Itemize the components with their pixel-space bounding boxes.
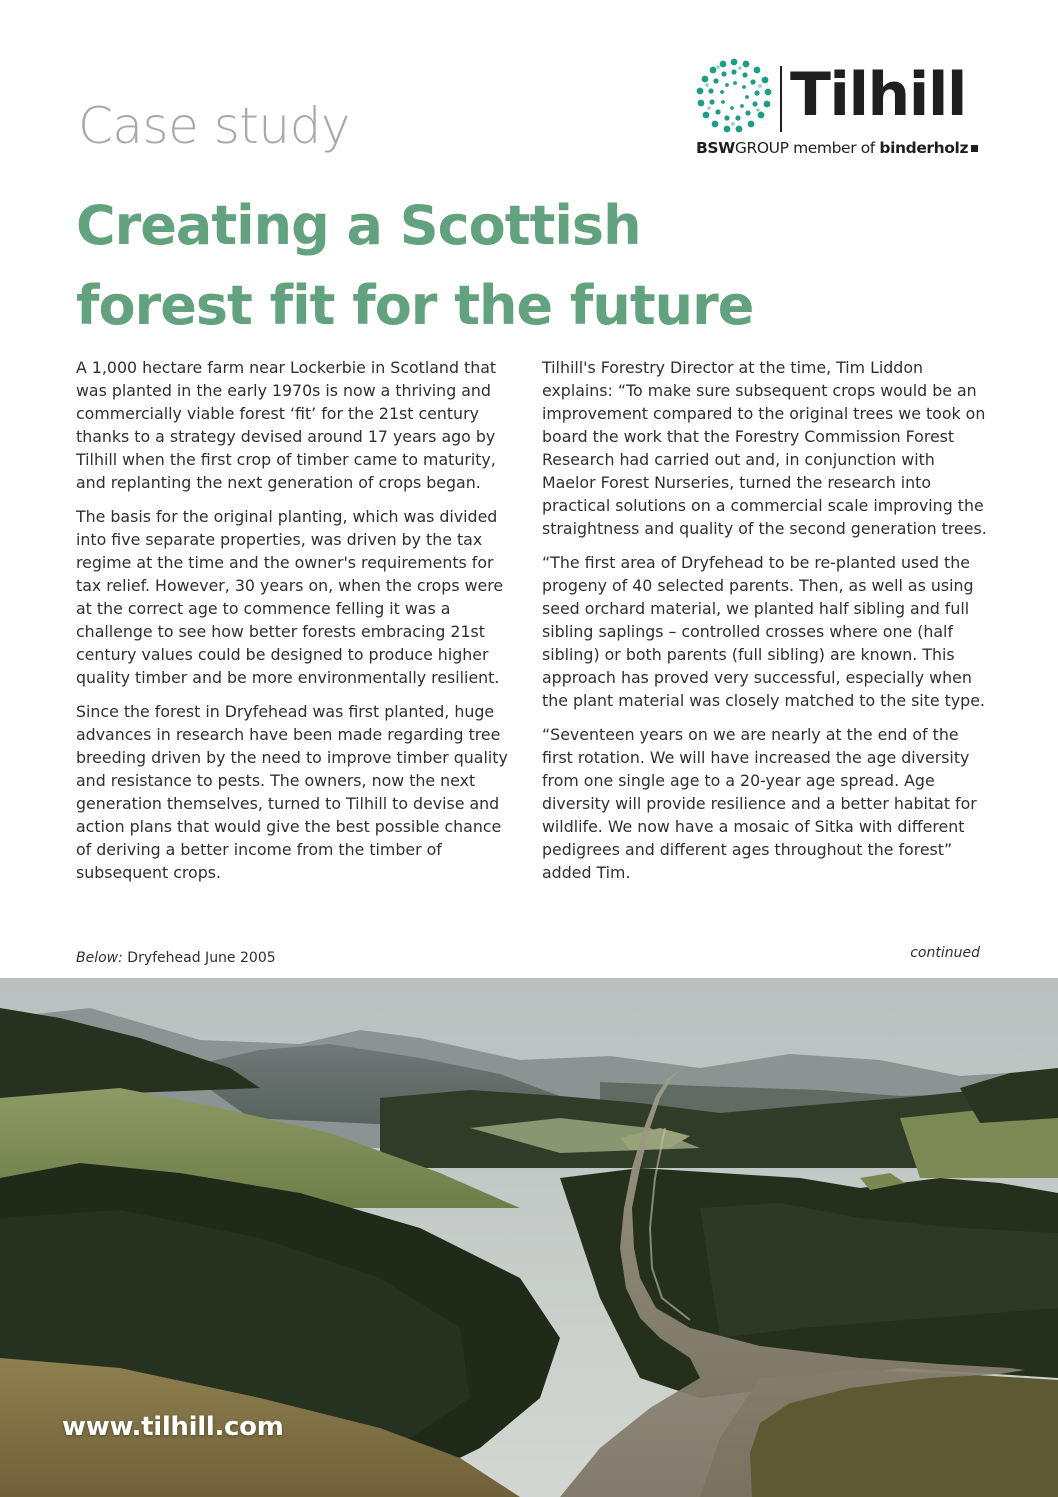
group-label: GROUP — [734, 139, 789, 157]
binderholz-label: binderholz — [879, 139, 969, 157]
bsw-label: BSW — [696, 139, 735, 157]
group-membership-line — [696, 138, 978, 158]
left-paragraph-3: Since the forest in Dryfehead was first planted, huge advances in research have been made regarding tree breeding driven by the need to improve timber quality and resistance to pests. The owners, now the next generation themselves, turned to Tilhill to devise and action plans that would give the best possible chance of deriving a better income from the timber of subsequent crops. — [76, 702, 508, 882]
photo-caption — [76, 948, 276, 968]
right-paragraph-1: Tilhill's Forestry Director at the time, Tim Liddon explains: “To make sure subsequent crops would be an improvement compared to the original trees we took on board the work that the Forestry Commission Forest Research had carried out and, in conjunction with Maelor Forest Nurseries, turned the research into practical solutions on a commercial scale improving the straightness and quality of the second generation trees. — [542, 358, 987, 538]
tilhill-logo — [690, 56, 1000, 160]
left-text-column — [76, 356, 521, 895]
right-text-column — [542, 356, 987, 895]
tilhill-dot-ring-icon — [694, 56, 774, 136]
left-paragraph-2: The basis for the original planting, which was divided into five separate properties, was driven by the tax regime at the time and the owner's requirements for tax relief. However, 30 years on, when the crops were at the correct age to commence felling it was a challenge to see how better forests embracing 21st century values could be designed to produce higher quality timber and be more environmentally resilient. — [76, 507, 504, 687]
binderholz-square-icon — [971, 145, 978, 152]
continued-label: continued — [910, 945, 980, 961]
website-url: www.tilhill.com — [62, 1412, 284, 1442]
right-paragraph-2: “The first area of Dryfehead to be re-planted used the progeny of 40 selected parents. Then, as well as using seed orchard material, we planted half sibling and full sibling saplings – controlled crosses where one (half sibling) or both parents (full sibling) are known. This approach has proved very successful, especially when the plant material was closely matched to the site type. — [542, 553, 985, 710]
left-paragraph-1: A 1,000 hectare farm near Lockerbie in Scotland that was planted in the early 1970s is now a thriving and commercially viable forest ‘fit’ for the 21st century thanks to a strategy devised around 17 years ago by Tilhill when the first crop of timber came to maturity, and replanting the next generation of crops began. — [76, 358, 497, 492]
caption-text: Dryfehead June 2005 — [122, 950, 276, 966]
page-title-line-1: Creating a Scottish — [76, 194, 641, 257]
case-study-label: Case study — [78, 97, 350, 155]
logo-divider — [780, 66, 782, 132]
page-title — [76, 186, 753, 346]
right-paragraph-3: “Seventeen years on we are nearly at the end of the first rotation. We will have increased the age diversity from one single age to a 20-year age spread. Age diversity will provide resilience and a better habitat for wildlife. We now have a mosaic of Sitka with different pedigrees and different ages throughout the forest” added Tim. — [542, 725, 977, 882]
member-of-label: member of — [788, 139, 880, 157]
page-title-line-2: forest fit for the future — [76, 274, 754, 337]
tilhill-wordmark: Tilhill — [790, 60, 966, 130]
caption-prefix: Below: — [76, 950, 123, 966]
